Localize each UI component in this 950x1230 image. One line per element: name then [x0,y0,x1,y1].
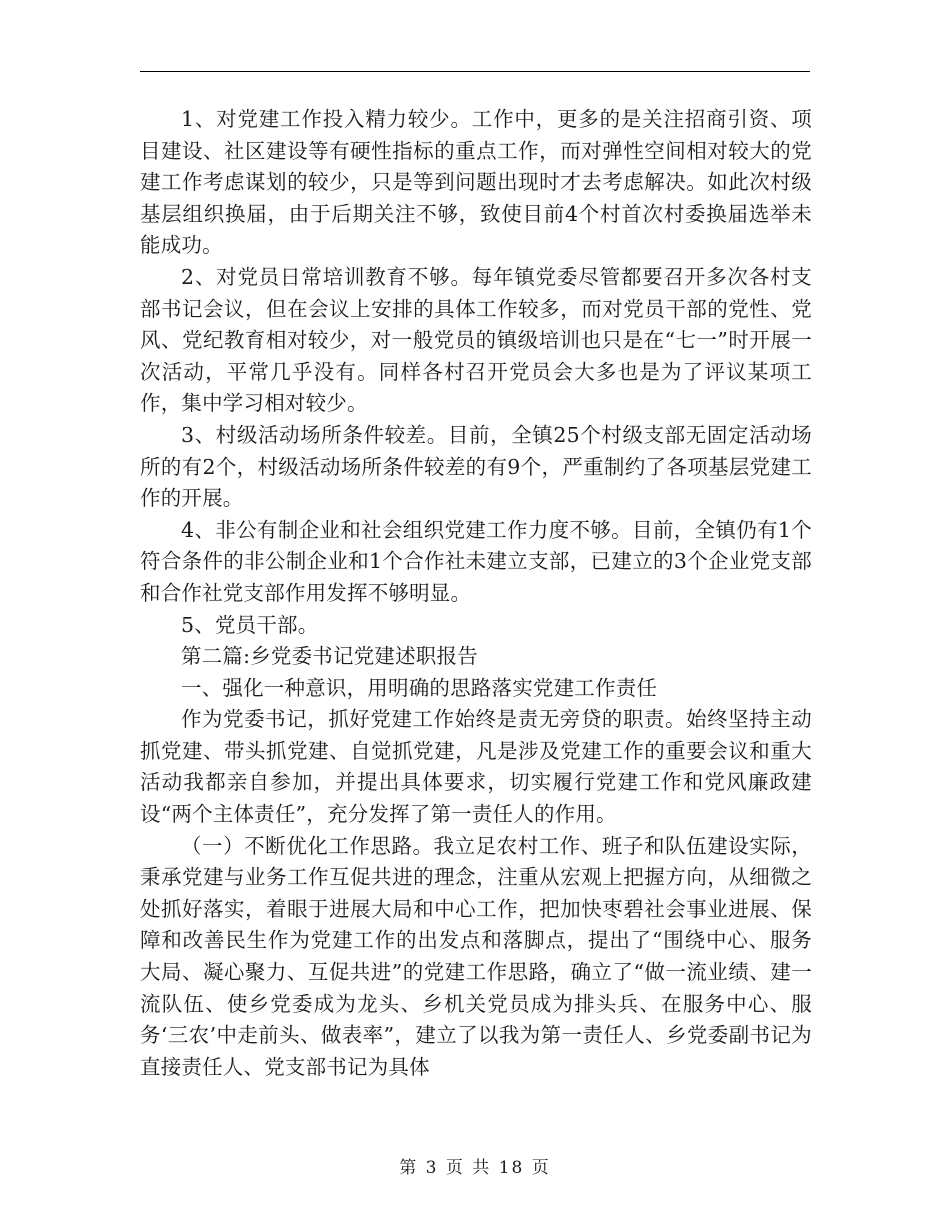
section-heading-1: 一、强化一种意识，用明确的思路落实党建工作责任 [181,675,658,700]
page-number: 第 3 页 共 18 页 [399,1158,551,1178]
paragraph-6: 作为党委书记，抓好党建工作始终是责无旁贷的职责。始终坚持主动抓党建、带头抓党建、自觉抓党建，凡是涉及党建工作的重要会议和重大活动我都亲自参加，并提出具体要求，切实履行党建工作和党风廉政建设“两个主体责任”，充分发挥了第一责任人的作用。 [140,707,812,827]
section-title: 第二篇:乡党委书记党建述职报告 [181,644,478,669]
header-rule [140,71,810,72]
paragraph-5: 5、党员干部。 [181,612,319,637]
page-footer [0,1153,950,1178]
paragraph-3: 3、村级活动场所条件较差。目前，全镇25个村级支部无固定活动场所的有2个，村级活动场所条件较差的有9个，严重制约了各项基层党建工作的开展。 [140,422,812,511]
paragraph-7: （一）不断优化工作思路。我立足农村工作、班子和队伍建设实际，秉承党建与业务工作互促共进的理念，注重从宏观上把握方向，从细微之处抓好落实，着眼于进展大局和中心工作，把加快枣碧社会事业进展、保障和改善民生作为党建工作的出发点和落脚点，提出了“围绕中心、服务大局、凝心聚力、互促共进”的党建工作思路，确立了“做一流业绩、建一流队伍、使乡党委成为龙头、乡机关党员成为排头兵、在服务中心、服务‘三农’中走前头、做表率”，建立了以我为第一责任人、乡党委副书记为直接责任人、党支部书记为具体 [140,833,812,1079]
document-body [140,104,812,1083]
paragraph-1: 1、对党建工作投入精力较少。工作中，更多的是关注招商引资、项目建设、社区建设等有硬性指标的重点工作，而对弹性空间相对较大的党建工作考虑谋划的较少，只是等到问题出现时才去考虑解决。如此次村级基层组织换届，由于后期关注不够，致使目前4个村首次村委换届选举未能成功。 [140,107,812,258]
paragraph-4: 4、非公有制企业和社会组织党建工作力度不够。目前，全镇仍有1个符合条件的非公制企业和1个合作社未建立支部，已建立的3个企业党支部和合作社党支部作用发挥不够明显。 [140,517,812,605]
paragraph-2: 2、对党员日常培训教育不够。每年镇党委尽管都要召开多次各村支部书记会议，但在会议上安排的具体工作较多，而对党员干部的党性、党风、党纪教育相对较少，对一般党员的镇级培训也只是在“七一”时开展一次活动，平常几乎没有。同样各村召开党员会大多也是为了评议某项工作，集中学习相对较少。 [140,264,812,416]
